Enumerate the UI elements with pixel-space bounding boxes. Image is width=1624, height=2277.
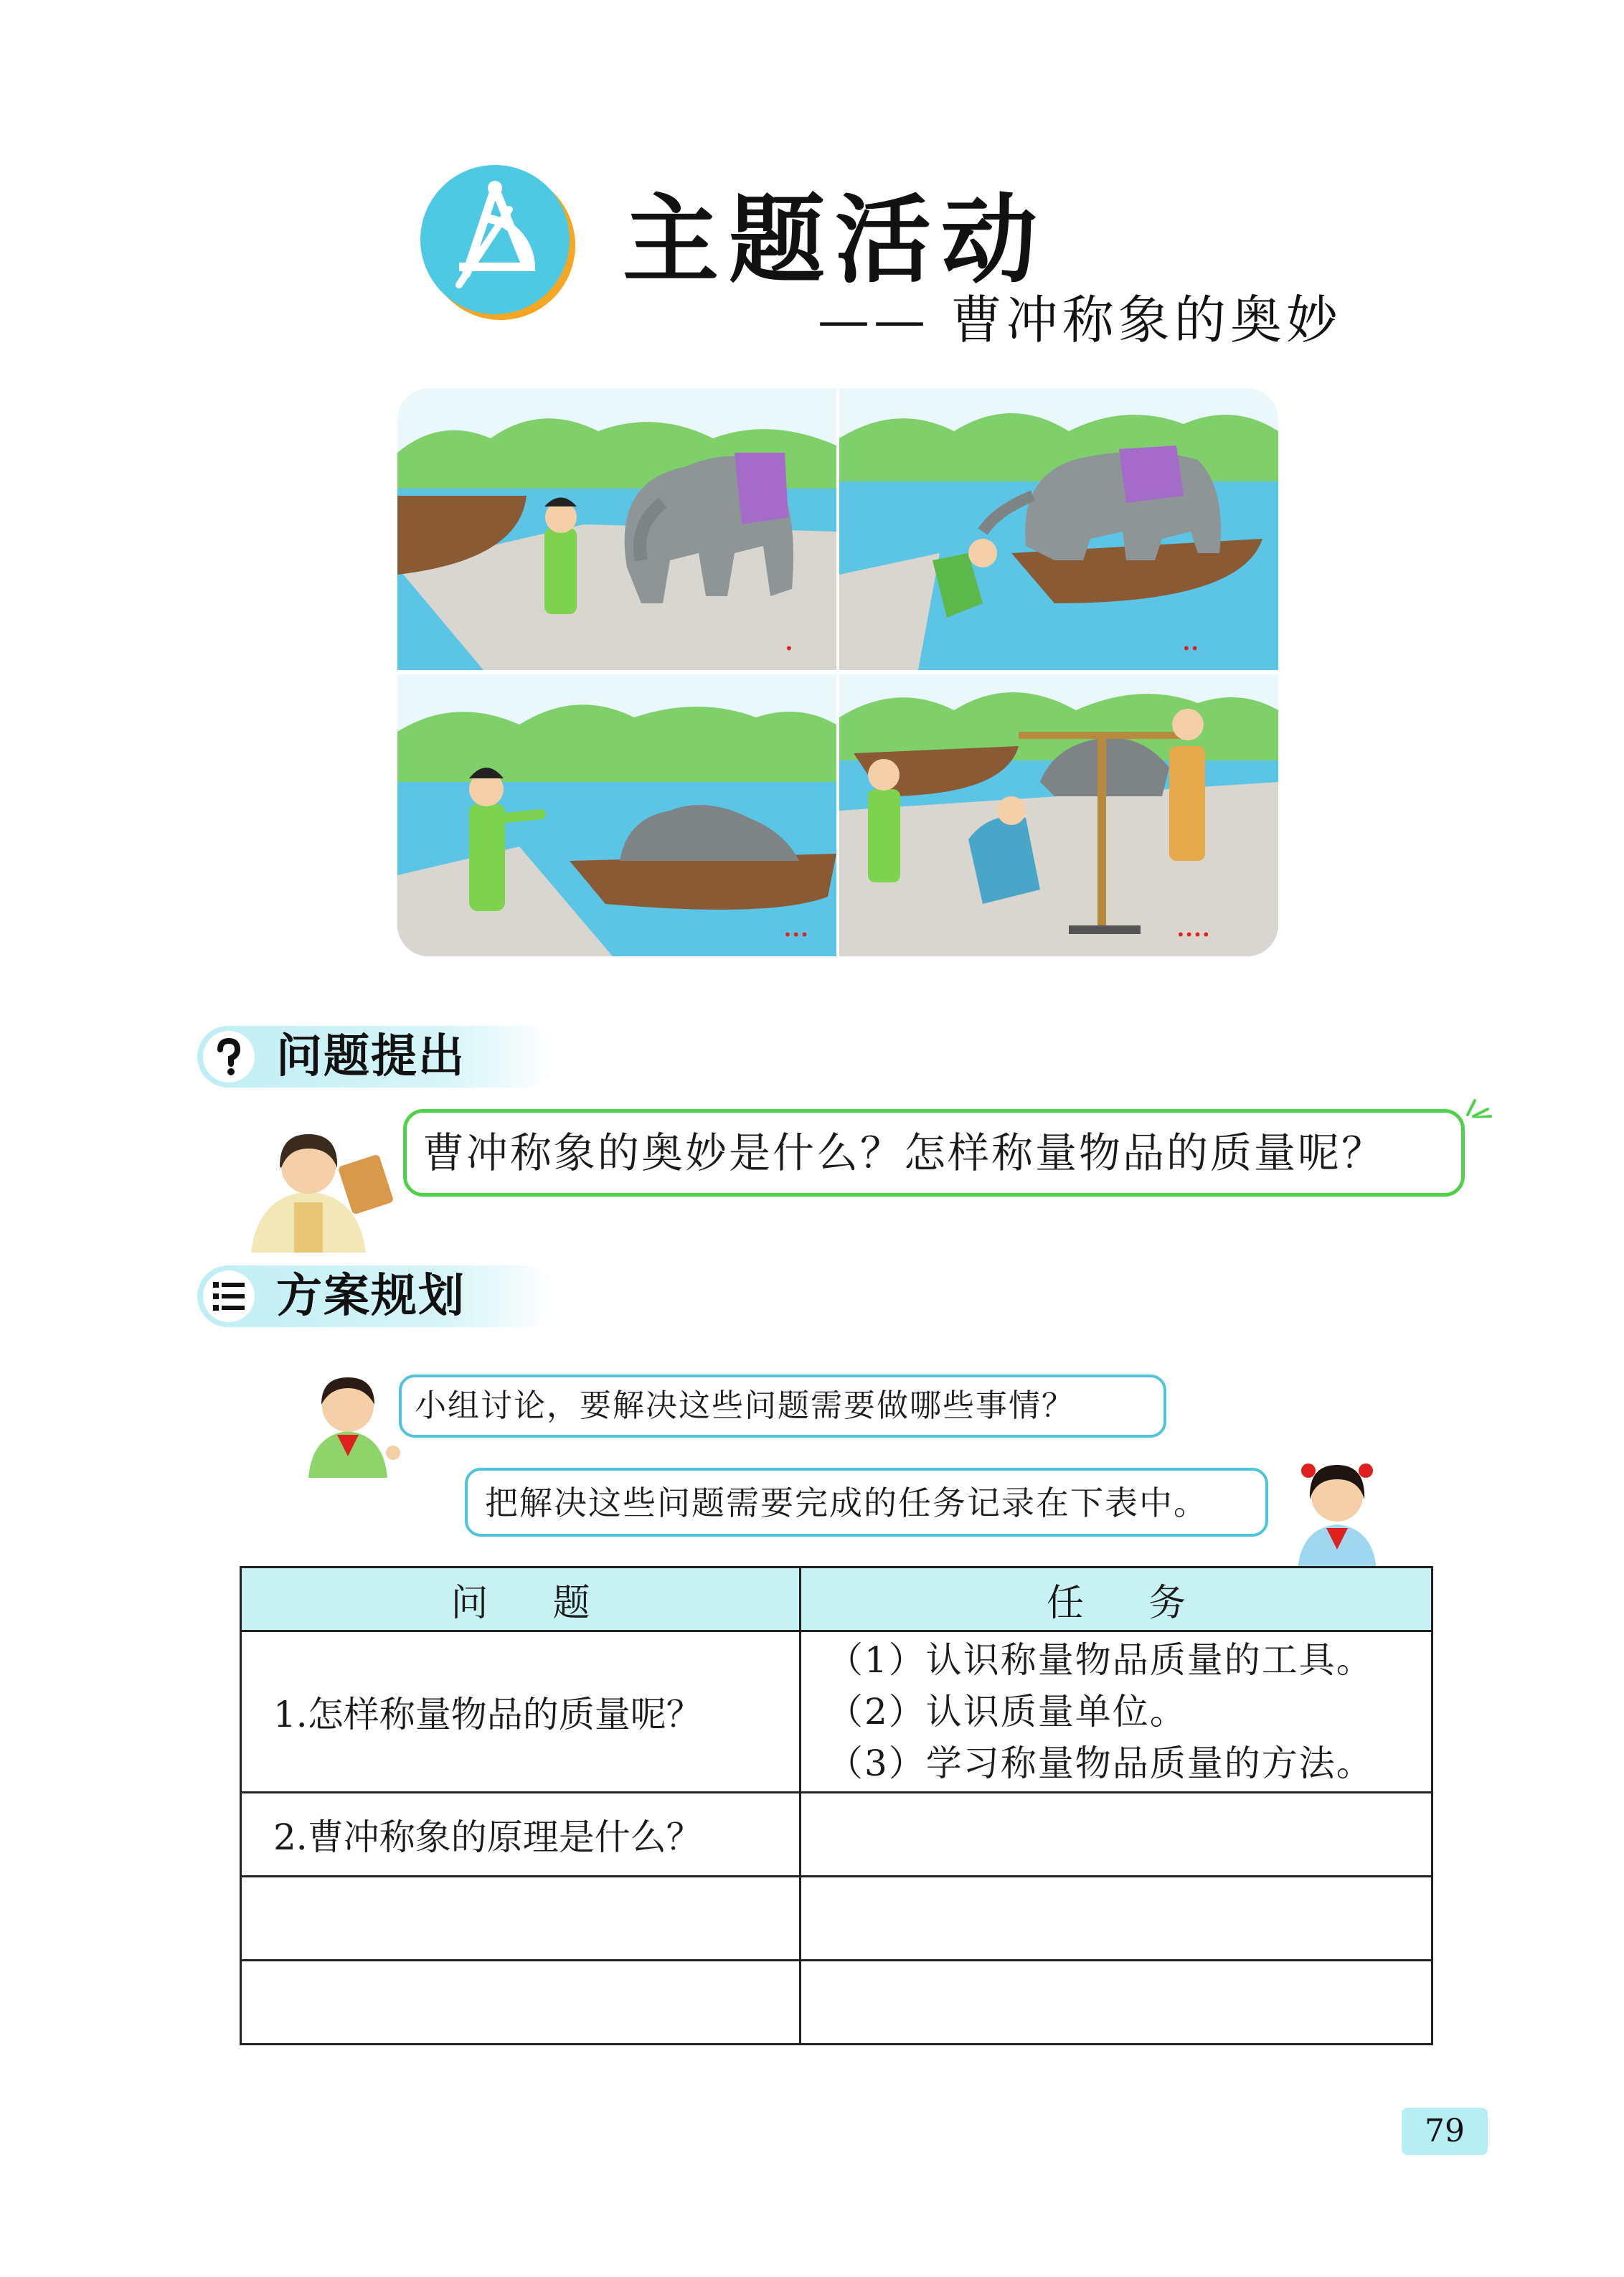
- section-title-plan: 方案规划: [276, 1270, 466, 1323]
- comic-panel-1: [397, 388, 836, 670]
- page-number: 79: [1402, 2108, 1488, 2155]
- task-item: （3）学习称量物品质量的方法。: [827, 1743, 1374, 1784]
- theme-logo-icon: [416, 159, 581, 324]
- page-title: 主题活动: [623, 184, 1048, 296]
- header-question: 问题: [241, 1568, 801, 1631]
- panel-marker: ••••: [1176, 926, 1211, 943]
- question-mark-icon: [203, 1031, 255, 1083]
- boy-speech-bubble: [399, 1375, 1166, 1438]
- boy-speech-text: 小组讨论，要解决这些问题需要做哪些事情？: [415, 1387, 1075, 1424]
- teacher-figure: [237, 1116, 395, 1253]
- teacher-speech-text: 曹冲称象的奥妙是什么？怎样称量物品的质量呢？: [422, 1128, 1386, 1177]
- table-header-row: [241, 1568, 1432, 1631]
- comic-panel-2: [839, 388, 1278, 670]
- header-task: 任务: [801, 1568, 1432, 1631]
- comic-panel-4: [839, 674, 1278, 956]
- sparkle-icon: [1463, 1092, 1492, 1118]
- teacher-speech-bubble: [403, 1109, 1465, 1197]
- task-cell: [801, 1631, 1432, 1793]
- task-cell[interactable]: [801, 1793, 1432, 1877]
- section-banner-plan: [197, 1265, 556, 1327]
- question-cell: 2.曹冲称象的原理是什么？: [241, 1793, 801, 1877]
- section-banner-question: [197, 1026, 556, 1088]
- task-cell[interactable]: [801, 1877, 1432, 1961]
- panel-marker: •••: [783, 926, 809, 943]
- task-table: [240, 1566, 1433, 2045]
- section-title-question: 问题提出: [276, 1030, 466, 1083]
- list-icon: [203, 1270, 255, 1322]
- table-row: [241, 1631, 1432, 1793]
- panel-marker: ••: [1182, 640, 1199, 657]
- table-row: [241, 1961, 1432, 2045]
- panel-marker: •: [785, 640, 793, 657]
- table-row: [241, 1793, 1432, 1877]
- task-item: （1）认识称量物品质量的工具。: [827, 1639, 1374, 1681]
- girl-speech-bubble: [465, 1468, 1268, 1537]
- task-cell[interactable]: [801, 1961, 1432, 2045]
- task-item: （2）认识质量单位。: [827, 1691, 1187, 1732]
- question-cell[interactable]: [241, 1961, 801, 2045]
- girl-figure: [1287, 1449, 1387, 1570]
- boy-figure: [294, 1363, 402, 1478]
- comic-panel-3: [397, 674, 836, 956]
- question-cell: 1.怎样称量物品的质量呢？: [241, 1631, 801, 1793]
- table-row: [241, 1877, 1432, 1961]
- girl-speech-text: 把解决这些问题需要完成的任务记录在下表中。: [485, 1484, 1208, 1522]
- question-cell[interactable]: [241, 1877, 801, 1961]
- page-subtitle: —— 曹冲称象的奥妙: [818, 290, 1342, 350]
